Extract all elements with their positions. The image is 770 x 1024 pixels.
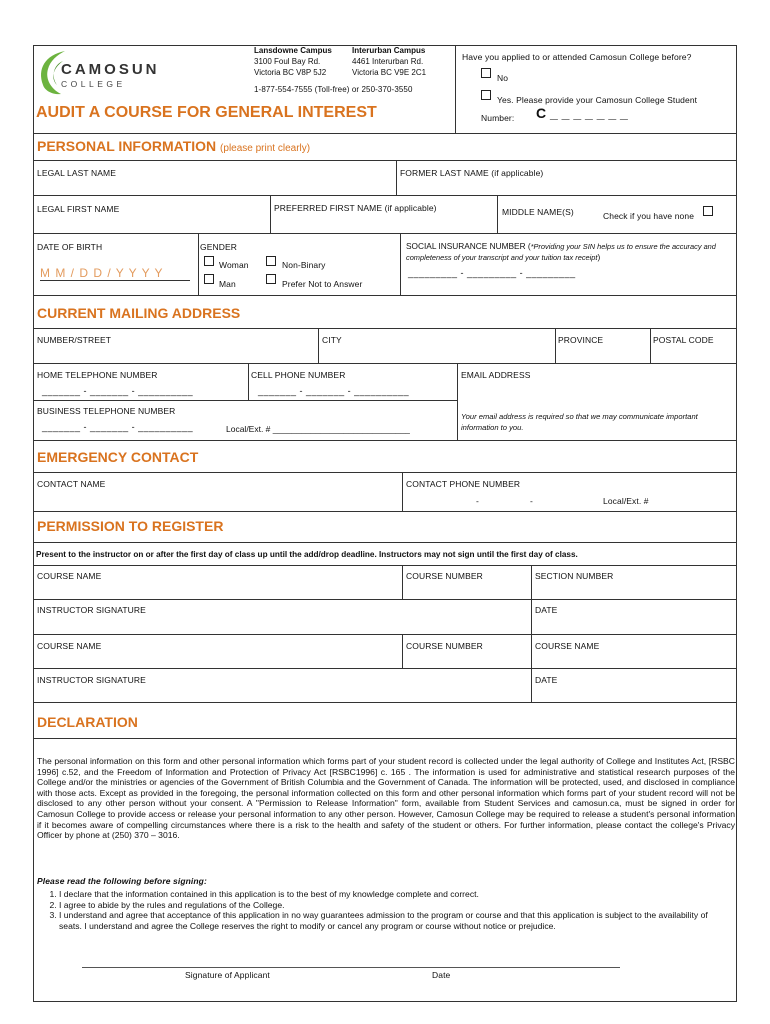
gender-man-checkbox[interactable] (204, 274, 214, 284)
date-field-1[interactable] (532, 600, 736, 634)
lansdowne-line1: 3100 Foul Bay Rd. (254, 57, 321, 66)
number-street-label: NUMBER/STREET (37, 335, 112, 345)
cell-phone-label: CELL PHONE NUMBER (251, 370, 346, 380)
course-name-label-2: COURSE NAME (37, 641, 102, 651)
former-last-name-label: FORMER LAST NAME (if applicable) (400, 168, 544, 178)
declaration-item: 1. I declare that the information contained in this application is to the best of my knowledge complete and correct. (59, 889, 727, 900)
gender-label: GENDER (200, 242, 237, 252)
gender-prefer-not-label: Prefer Not to Answer (282, 279, 363, 289)
contact-phone-field[interactable] (406, 490, 596, 508)
preferred-first-name-label: PREFERRED FIRST NAME (if applicable) (274, 203, 437, 213)
sin-note: *Providing your SIN helps us to ensure the accuracy and completeness of your transcript and your tuition tax receipt (406, 242, 716, 262)
contact-phone-dash1: - (476, 496, 479, 506)
course-name-label-3: COURSE NAME (535, 641, 600, 651)
course-number-field-2[interactable] (403, 635, 531, 668)
declaration-heading: DECLARATION (37, 714, 138, 730)
interurban-title: Interurban Campus (352, 46, 426, 55)
course-number-label-2: COURSE NUMBER (406, 641, 483, 651)
email-note: Your email address is required so that we may communicate important information to you. (461, 412, 698, 432)
read-before-signing: Please read the following before signing: (37, 876, 207, 886)
mailing-address-heading: CURRENT MAILING ADDRESS (37, 305, 241, 321)
declaration-item: 3. I understand and agree that acceptance of this application in no way guarantees admission to the program or course and that this application is subject to the availability of seats. I understand and agree the College reserves the right to modify or cancel any program or course without notice or prejudice. (59, 910, 727, 931)
check-none-checkbox[interactable] (703, 206, 713, 216)
date-label-1: DATE (535, 605, 558, 615)
phone-line: 1-877-554-7555 (Toll-free) or 250-370-3550 (254, 85, 413, 94)
gender-nonbinary-checkbox[interactable] (266, 256, 276, 266)
business-telephone-field[interactable]: _______ - _______ - __________ (42, 422, 194, 432)
dob-field[interactable]: M M / D D / Y Y Y Y (40, 266, 190, 281)
check-none-label: Check if you have none (603, 211, 695, 221)
business-local-ext-field[interactable]: Local/Ext. # _____________________________ (226, 424, 410, 434)
middle-name-label: MIDDLE NAME(S) (502, 207, 574, 217)
gender-woman-label: Woman (219, 260, 249, 270)
cell-phone-field[interactable]: _______ - _______ - __________ (258, 386, 410, 396)
course-name-field-3[interactable] (532, 635, 736, 668)
course-name-label-1: COURSE NAME (37, 571, 102, 581)
lansdowne-title: Lansdowne Campus (254, 46, 332, 55)
legal-first-name-field[interactable] (34, 196, 270, 233)
student-number-label: Number: (481, 113, 515, 123)
gender-prefer-not-checkbox[interactable] (266, 274, 276, 284)
applied-question: Have you applied to or attended Camosun College before? (462, 52, 692, 62)
sin-label: SOCIAL INSURANCE NUMBER ( (406, 241, 531, 251)
province-label: PROVINCE (558, 335, 604, 345)
city-label: CITY (322, 335, 342, 345)
legal-last-name-label: LEGAL LAST NAME (37, 168, 116, 178)
legal-first-name-label: LEGAL FIRST NAME (37, 204, 120, 214)
gender-woman-checkbox[interactable] (204, 256, 214, 266)
dob-label: DATE OF BIRTH (37, 242, 103, 252)
personal-info-title: PERSONAL INFORMATION (37, 138, 217, 154)
instructor-signature-label-2: INSTRUCTOR SIGNATURE (37, 675, 146, 685)
gender-man-label: Man (219, 279, 236, 289)
logo-subtitle: COLLEGE (61, 79, 126, 89)
signature-date-label: Date (432, 970, 451, 980)
form-title: AUDIT A COURSE FOR GENERAL INTEREST (36, 104, 377, 121)
sin-close: ) (597, 252, 601, 262)
signature-of-applicant-label: Signature of Applicant (185, 970, 270, 980)
former-last-name-field[interactable] (397, 161, 736, 195)
emergency-contact-heading: EMERGENCY CONTACT (37, 449, 199, 465)
student-number-field[interactable]: C _ _ _ _ _ _ _ (536, 105, 628, 121)
personal-info-note: (please print clearly) (220, 143, 311, 154)
declaration-paragraph: The personal information on this form and other personal information which forms part of your student record is collected under the legal authority of College and Institutes Act, [RSBC 1996] c.52, and the Freedom of Information and Protection of Privacy Act [RSBC1996] c. 165 . The information is used for administrative and statistical research purposes of the College and/or the ministries or agencies of the Government of British Columbia and the Government of Canada. The information will be protected, used, and disclosed in compliance with those acts. Except as provided in the foregoing, the personal information collected on this form and other personal information which forms part of your student record will not be disclosed to any other person without your consent. A "Permission to Release Information" form, available from Student Services and camosun.ca, must be signed in order for Camosun College to provide access or release your personal information to any other person. However, Camosun College may be required to release a student's personal information if it becomes aware of compelling circumstances where there is a risk to the health and safety of the student or others. For further information, please contact the college's Privacy Officer by phone at (250) 370 – 3016. (37, 756, 735, 841)
contact-phone-label: CONTACT PHONE NUMBER (406, 479, 521, 489)
lansdowne-line2: Victoria BC V8P 5J2 (254, 68, 327, 77)
postal-code-label: POSTAL CODE (653, 335, 714, 345)
contact-local-ext-label: Local/Ext. # (603, 496, 649, 506)
applied-yes-label: Yes. Please provide your Camosun College Student (497, 95, 698, 105)
home-telephone-label: HOME TELEPHONE NUMBER (37, 370, 158, 380)
legal-last-name-field[interactable] (34, 161, 396, 195)
date-label-2: DATE (535, 675, 558, 685)
declaration-item: 2. I agree to abide by the rules and regulations of the College. (59, 900, 727, 911)
instructor-signature-label-1: INSTRUCTOR SIGNATURE (37, 605, 146, 615)
course-name-field-2[interactable] (34, 635, 402, 668)
applied-no-label: No (497, 73, 509, 83)
sin-field[interactable]: _________ - _________ - _________ (408, 268, 576, 278)
interurban-line2: Victoria BC V9E 2C1 (352, 68, 427, 77)
declaration-list (37, 889, 727, 931)
applicant-signature-line[interactable] (82, 967, 620, 968)
permission-instructions: Present to the instructor on or after the first day of class up until the add/drop deadline. Instructors may not sign until the first day of class. (36, 550, 578, 559)
home-telephone-field[interactable]: _______ - _______ - __________ (42, 386, 194, 396)
permission-heading: PERMISSION TO REGISTER (37, 518, 224, 534)
preferred-first-name-field[interactable] (271, 196, 497, 233)
sin-heading (406, 241, 734, 263)
business-telephone-label: BUSINESS TELEPHONE NUMBER (37, 406, 176, 416)
date-field-2[interactable] (532, 669, 736, 702)
city-field[interactable] (319, 329, 555, 363)
contact-name-label: CONTACT NAME (37, 479, 106, 489)
personal-info-heading (37, 138, 310, 154)
logo-wordmark: CAMOSUN (61, 61, 160, 78)
email-field[interactable] (458, 380, 736, 405)
instructor-signature-field-2[interactable] (34, 669, 531, 702)
contact-phone-dash2: - (530, 496, 533, 506)
gender-nonbinary-label: Non-Binary (282, 260, 326, 270)
course-number-label-1: COURSE NUMBER (406, 571, 483, 581)
email-label: EMAIL ADDRESS (461, 370, 531, 380)
section-number-label: SECTION NUMBER (535, 571, 614, 581)
interurban-line1: 4461 Interurban Rd. (352, 57, 424, 66)
